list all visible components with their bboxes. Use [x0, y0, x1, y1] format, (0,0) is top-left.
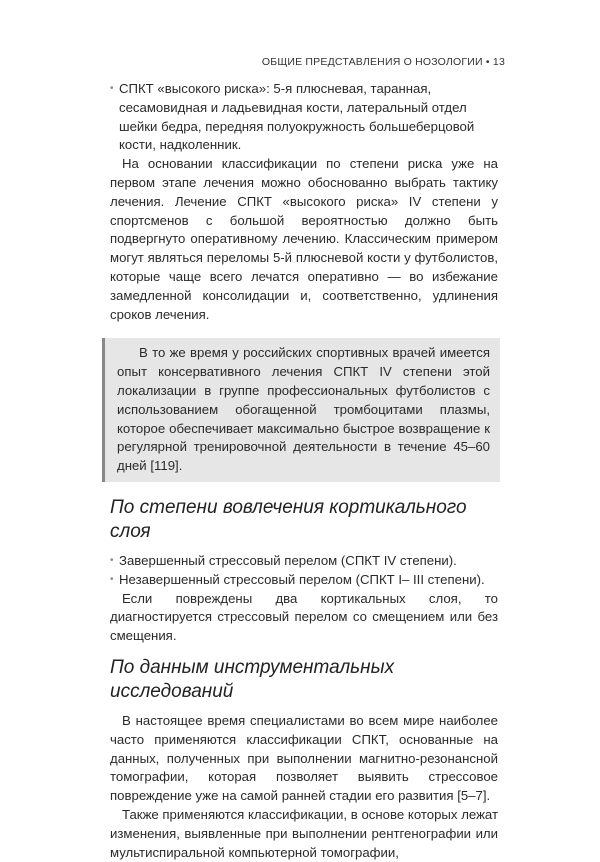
running-title: ОБЩИЕ ПРЕДСТАВЛЕНИЯ О НОЗОЛОГИИ: [261, 56, 483, 68]
paragraph-treatment-tactics: На основании классификации по степени риска уже на первом этапе лечения можно обоснованно выбрать тактику лечения. Лечение СПКТ «высокого риска» IV степени у спортсменов с большой вероятностью должно быть подвергнуто оперативному лечению. Классическим примером могут являться переломы 5-й плюсневой кости у футболистов, которые чаще всего лечатся оперативно — во избежание замедленной консолидации и, соответственно, удлинения сроков лечения.: [110, 156, 498, 322]
callout-box: [102, 338, 500, 482]
list-item-text: СПКТ «высокого риска»: 5-я плюсневая, таранная, сесамовидная и ладьевидная кости, латеральный отдел шейки бедра, передняя полуокружность большеберцовой кости, надколенник.: [119, 81, 475, 153]
header-separator: •: [485, 56, 490, 68]
paragraph-radiography: Также применяются классификации, в основе которых лежат изменения, выявленные при выполнении рентгенографии или мультиспиральной компьютерной томографии,: [110, 806, 498, 860]
callout-text: В то же время у российских спортивных врачей имеется опыт консервативного лечения СПКТ IV степени этой локализации в группе профессиональных футболистов с использованием обогащенной тромбоцитами плазмы, которое обеспечивает максимально быстрое возвращение к регулярной тренировочной деятельности в течение 45–60 дней [119].: [117, 345, 490, 474]
bullet-icon: •: [110, 83, 114, 94]
list-item-incomplete-fracture: [110, 571, 498, 590]
running-header: [262, 56, 505, 68]
list-item-complete-fracture: [110, 552, 498, 571]
bullet-icon: •: [110, 554, 114, 566]
heading-cortical-layer: По степени вовлечения кортикального слоя: [110, 496, 467, 542]
list-item-high-risk: [110, 80, 498, 155]
paragraph-displacement: Если повреждены два кортикальных слоя, то диагностируется стрессовый перелом со смещением или без смещения.: [110, 590, 498, 644]
page-number: 13: [492, 56, 505, 68]
list-item-text: Незавершенный стрессовый перелом (СПКТ I– III степени).: [119, 571, 485, 587]
list-item-text: Завершенный стрессовый перелом (СПКТ IV степени).: [119, 552, 457, 568]
page-body: [110, 80, 498, 862]
paragraph-mri: В настоящее время специалистами во всем мире наиболее часто применяются классификации СПКТ, основанные на данных, полученных при выполнении магнитно-резонансной томографии, которая позволяет выявить стрессовое повреждение уже на самой ранней стадии его развития [5–7].: [110, 712, 498, 804]
bullet-icon: •: [110, 573, 114, 585]
heading-instrumental-studies: По данным инструментальных исследований: [110, 656, 395, 702]
